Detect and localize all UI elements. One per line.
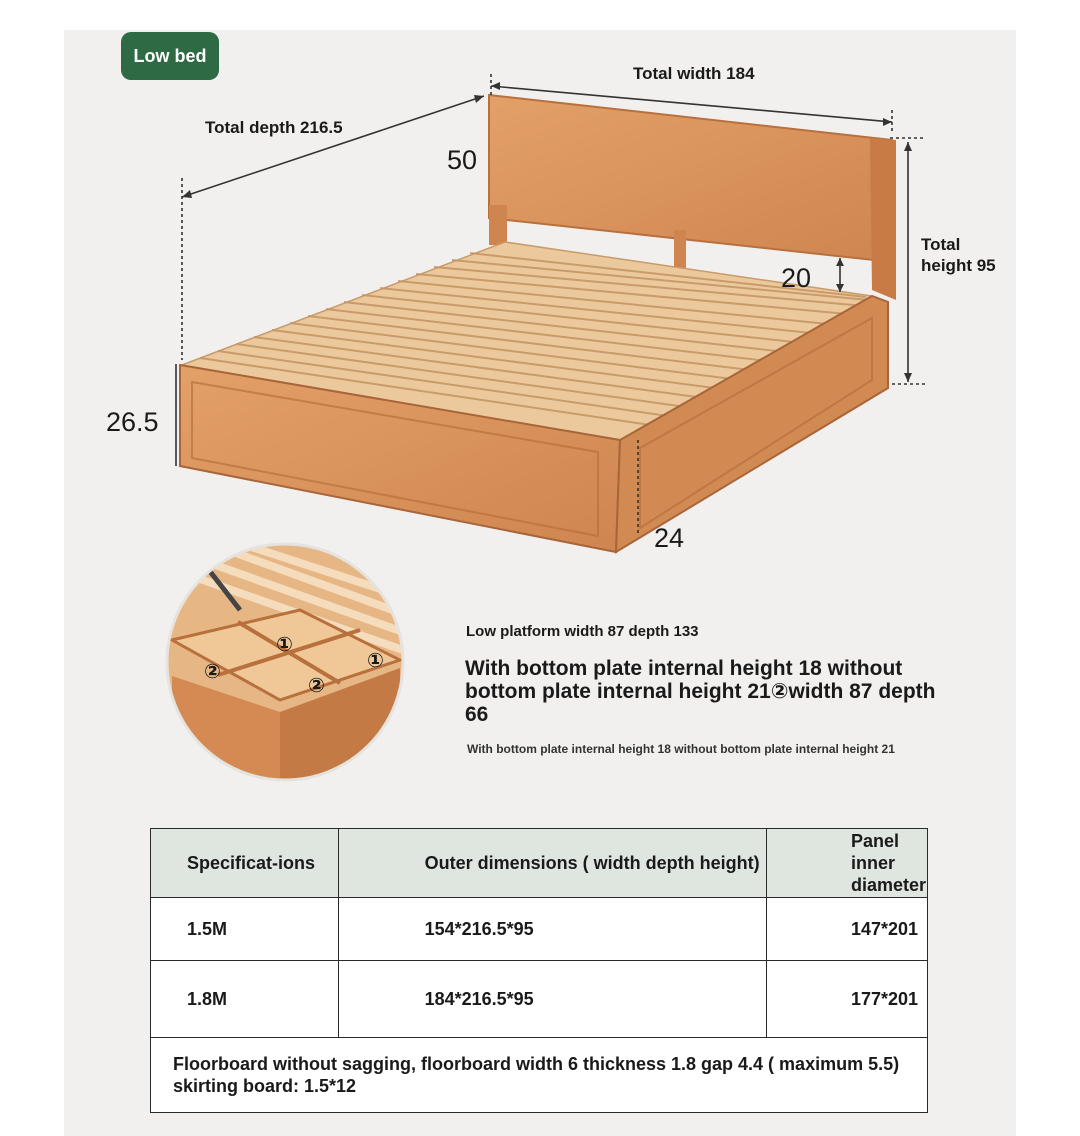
gap-height-label: 20 — [781, 263, 812, 293]
header-panel-inner-diameter: Panel inner diameter — [766, 829, 927, 898]
leg-height-label: 24 — [654, 523, 685, 553]
headboard-post-mid — [674, 230, 686, 270]
total-width-label: Total width 184 — [633, 64, 755, 83]
headboard-height-label: 50 — [447, 145, 478, 175]
table-header-row — [151, 829, 928, 898]
headboard-post-left — [489, 205, 507, 245]
row-size-cell: 1.5M — [151, 898, 339, 961]
spec-table — [150, 828, 928, 1113]
headboard-side — [870, 138, 896, 300]
table-note-row — [151, 1038, 928, 1113]
internal-height-footnote: With bottom plate internal height 18 without bottom plate internal height 21 — [467, 742, 895, 756]
table-row — [151, 961, 928, 1038]
row-outer-cell: 154*216.5*95 — [338, 898, 766, 961]
platform-dimensions-text: Low platform width 87 depth 133 — [466, 623, 699, 640]
total-height-label-1: Total — [921, 235, 961, 254]
total-height-label-2: height 95 — [921, 256, 996, 275]
compartment-marker-2a: ② — [204, 661, 221, 683]
row-outer-cell: 184*216.5*95 — [338, 961, 766, 1038]
category-badge: Low bed — [121, 32, 219, 80]
floorboard-note: Floorboard without sagging, floorboard width 6 thickness 1.8 gap 4.4 ( maximum 5.5) skirting board: 1.5*12 — [151, 1038, 928, 1113]
compartment-marker-2b: ② — [308, 675, 325, 697]
row-size-cell: 1.8M — [151, 961, 339, 1038]
header-outer-dimensions: Outer dimensions ( width depth height) — [338, 829, 766, 898]
header-specifications: Specificat-ions — [151, 829, 339, 898]
headboard — [489, 95, 892, 262]
compartment-marker-1b: ① — [367, 650, 384, 672]
internal-height-text: With bottom plate internal height 18 without bottom plate internal height 21②width 87 depth 66 — [465, 657, 936, 726]
total-depth-label: Total depth 216.5 — [205, 118, 343, 137]
table-row — [151, 898, 928, 961]
row-inner-cell: 177*201 — [766, 961, 927, 1038]
compartment-marker-1a: ① — [276, 634, 293, 656]
row-inner-cell: 147*201 — [766, 898, 927, 961]
side-height-label: 26.5 — [106, 407, 159, 437]
depth-dim-line — [182, 96, 484, 197]
